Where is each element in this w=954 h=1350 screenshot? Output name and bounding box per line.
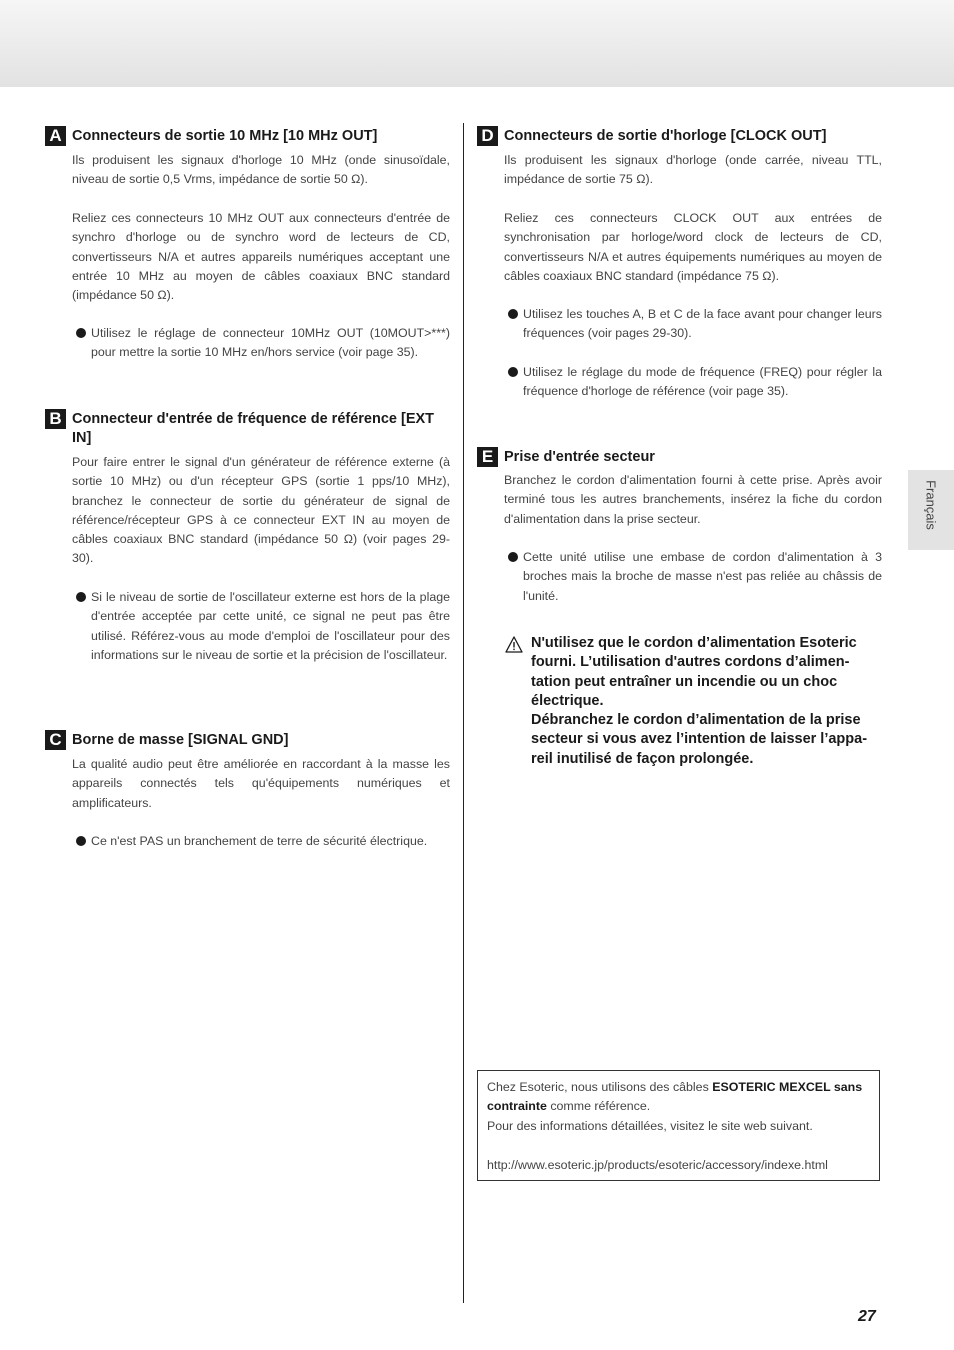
section-c-bullet-1-text: Ce n'est PAS un branchement de terre de sécurité électrique. bbox=[91, 834, 428, 848]
section-a-title: Connecteurs de sortie 10 MHz [10 MHz OUT] bbox=[72, 128, 378, 144]
section-b-badge: B bbox=[45, 409, 66, 429]
info-line1-pre: Chez Esoteric, nous utilisons des câbles bbox=[487, 1080, 713, 1094]
section-e-bullet-1-text: Cette unité utilise une embase de cordon d'alimentation à 3 broches mais la broche de masse n'est pas reliée au châssis de l'unité. bbox=[523, 550, 882, 603]
info-line1-post: comme référence. bbox=[546, 1099, 651, 1114]
section-a-badge: A bbox=[45, 126, 66, 146]
bullet-dot bbox=[508, 367, 518, 377]
section-b-bullet-1-text: Si le niveau de sortie de l'oscillateur externe est hors de la plage d'entrée acceptée par cette unité, ce signal ne peut pas être utilisé. Référez-vous au mode d'emploi de l'oscillateur pour des informations sur le niveau de sortie et la précision de l'oscillateur. bbox=[91, 590, 450, 662]
section-b-title: Connecteur d'entrée de fréquence de référence [EXT IN] bbox=[72, 411, 435, 446]
section-d-paragraph-2: Reliez ces connecteurs CLOCK OUT aux entrées de synchronisation par horloge/word clock de lecteurs de CD, convertisseurs N/A et autres équipements numériques au moyen de câbles coaxiaux BNC standard (impédance 75 Ω). bbox=[504, 211, 882, 283]
cable-info-box bbox=[477, 1070, 880, 1181]
language-tab-label: Français bbox=[923, 480, 939, 530]
section-c-badge: C bbox=[45, 730, 66, 750]
section-a-paragraph-2: Reliez ces connecteurs 10 MHz OUT aux connecteurs d'entrée de synchro d'horloge ou de synchro word de lecteurs de CD, convertisseurs N/A et autres appareils numériques acceptant une entrée 10 MHz au moyen de câbles coaxiaux BNC standard (impédance 50 Ω). bbox=[72, 211, 450, 303]
section-e-paragraph-1: Branchez le cordon d'alimentation fourni à cette prise. Après avoir terminé tous les autres branchements, insérez la fiche du cordon d'alimentation dans la prise secteur. bbox=[504, 473, 882, 526]
info-url[interactable]: http://www.esoteric.jp/products/esoteric/accessory/indexe.html bbox=[487, 1157, 828, 1172]
bullet-dot bbox=[508, 552, 518, 562]
section-c-title: Borne de masse [SIGNAL GND] bbox=[72, 732, 289, 748]
warning-text-1: N'utilisez que le cordon d’alimentation Esoteric fourni. L’utilisation d'autres cordons d’alimen-tation peut entraîner un incendie ou un choc électrique. bbox=[531, 635, 857, 710]
section-d-badge: D bbox=[477, 126, 498, 146]
page-number: 27 bbox=[858, 1308, 876, 1325]
cable-info-text bbox=[487, 1078, 873, 1175]
section-d-paragraph-1: Ils produisent les signaux d'horloge (onde carrée, niveau TTL, impédance de sortie 75 Ω). bbox=[504, 153, 882, 187]
warning-triangle-icon bbox=[505, 636, 523, 653]
info-line2: Pour des informations détaillées, visitez le site web suivant. bbox=[487, 1118, 813, 1133]
bullet-dot bbox=[508, 309, 518, 319]
section-a-paragraph-1: Ils produisent les signaux d'horloge 10 MHz (onde sinusoïdale, niveau de sortie 0,5 Vrms, impédance de sortie 50 Ω). bbox=[72, 153, 450, 187]
section-e-title: Prise d'entrée secteur bbox=[504, 449, 655, 465]
header-band bbox=[0, 0, 954, 87]
section-b-paragraph-1: Pour faire entrer le signal d'un générateur de référence externe (à sortie 10 MHz) ou d'un récepteur GPS (sortie 1 pps/10 MHz), branchez le connecteur de sortie du générateur de signal de référence/récepteur GPS à ce connecteur EXT IN au moyen de câbles coaxiaux BNC standard (impédance 50 Ω) (voir pages 29-30). bbox=[72, 455, 450, 566]
info-brand-name: ESOTERIC MEXCEL sans contrainte bbox=[487, 1080, 863, 1114]
bullet-dot bbox=[76, 836, 86, 846]
column-divider bbox=[463, 123, 464, 1303]
warning-text-2: Débranchez le cordon d’alimentation de la prise secteur si vous avez l’intention de laisser l’appa-reil inutilisé de façon prolongée. bbox=[531, 712, 868, 767]
section-a-bullet-1-text: Utilisez le réglage de connecteur 10MHz OUT (10MOUT>***) pour mettre la sortie 10 MHz en/hors service (voir page 35). bbox=[91, 326, 450, 360]
section-e-badge: E bbox=[477, 447, 498, 467]
bullet-dot bbox=[76, 328, 86, 338]
section-d-bullet-1-text: Utilisez les touches A, B et C de la face avant pour changer leurs fréquences (voir pages 29-30). bbox=[523, 307, 882, 341]
section-d-bullet-2-text: Utilisez le réglage du mode de fréquence (FREQ) pour régler la fréquence d'horloge de référence (voir page 35). bbox=[523, 365, 882, 399]
section-d-title: Connecteurs de sortie d'horloge [CLOCK OUT] bbox=[504, 128, 827, 144]
bullet-dot bbox=[76, 592, 86, 602]
section-c-paragraph-1: La qualité audio peut être améliorée en raccordant à la masse les appareils connectés tels qu'équipements numériques et amplificateurs. bbox=[72, 757, 450, 810]
